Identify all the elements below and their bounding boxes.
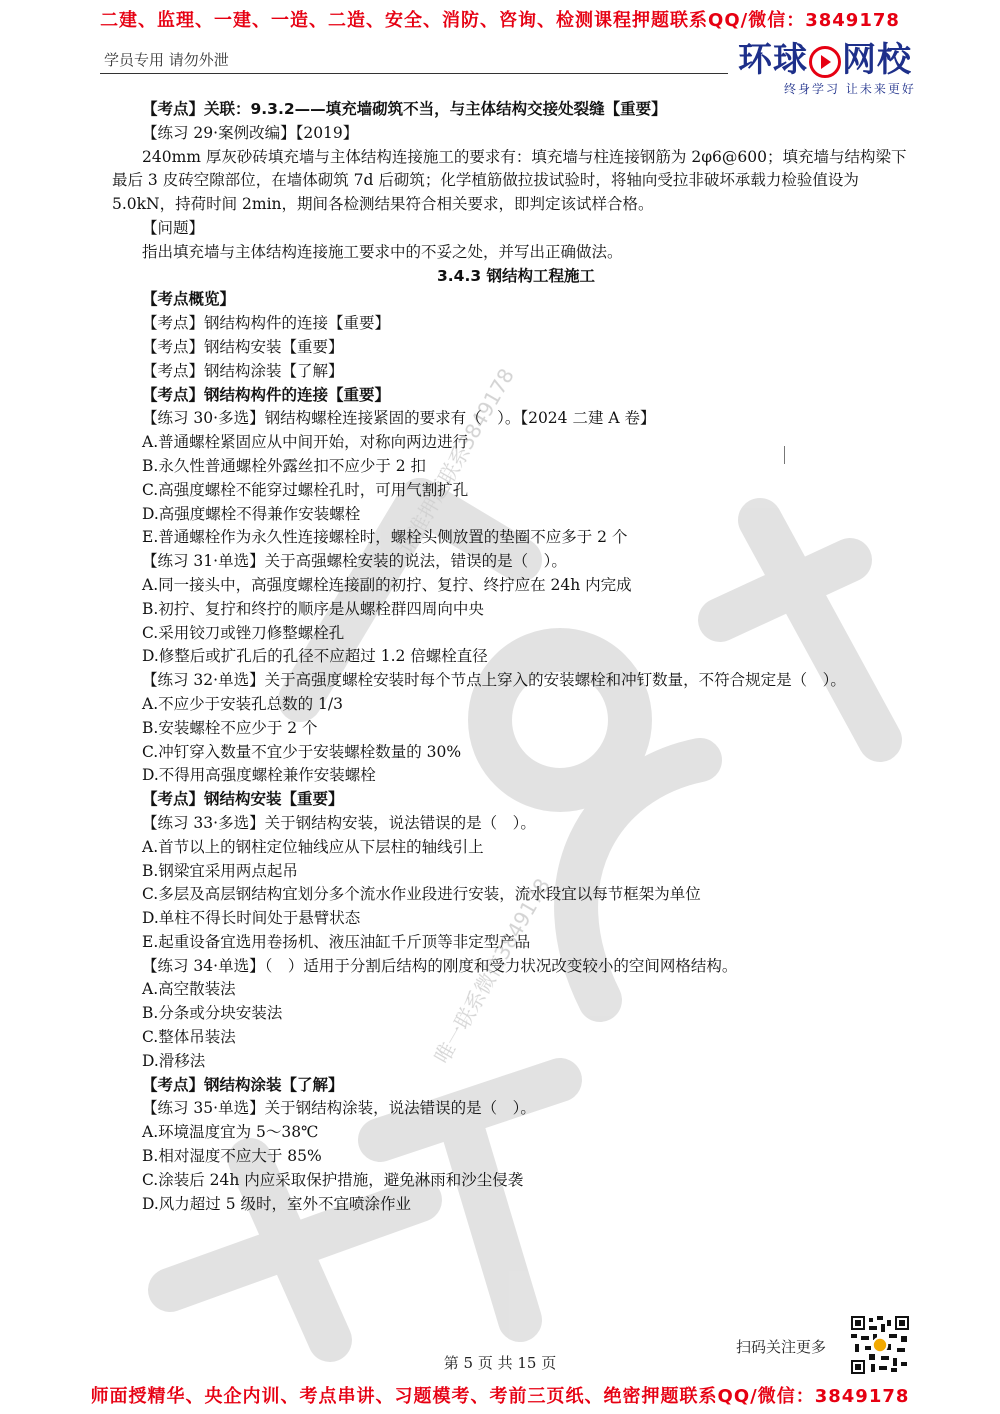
text-line: C.涂装后 24h 内应采取保护措施，避免淋雨和沙尘侵袭 xyxy=(142,1170,524,1189)
watermark-text-2: 唯一联系微信3849178 xyxy=(429,874,555,1068)
logo-text-right: 网校 xyxy=(842,40,912,80)
text-line: B.分条或分块安装法 xyxy=(142,1004,283,1023)
text-line: 【考点概览】 xyxy=(142,290,236,309)
text-line: B.永久性普通螺栓外露丝扣不应少于 2 扣 xyxy=(142,456,427,475)
page-number: 第 5 页 共 15 页 xyxy=(443,1354,557,1372)
text-line: 【练习 30·多选】钢结构螺栓连接紧固的要求有（ ）。【2024 二建 A 卷】 xyxy=(142,409,656,428)
text-line: D.修整后或扩孔后的孔径不应超过 1.2 倍螺栓直径 xyxy=(142,647,488,666)
play-icon xyxy=(809,46,841,78)
text-line: B.初拧、复拧和终拧的顺序是从螺栓群四周向中央 xyxy=(142,599,484,618)
text-line: 【考点】钢结构安装【重要】 xyxy=(142,337,344,356)
text-line: 指出填充墙与主体结构连接施工要求中的不妥之处，并写出正确做法。 xyxy=(142,242,623,261)
text-line: D.滑移法 xyxy=(142,1051,206,1070)
text-line: A.高空散装法 xyxy=(142,980,236,999)
text-line: C.冲钉穿入数量不宜少于安装螺栓数量的 30% xyxy=(142,742,462,761)
text-line: 【练习 34·单选】（ ）适用于分割后结构的刚度和受力状况改变较小的空间网格结构。 xyxy=(142,956,738,975)
text-paragraph: 【练习 32·单选】关于高强度螺栓安装时每个节点上穿入的安装螺栓和冲钉数量，不符合规定是（ ）。 xyxy=(142,671,846,690)
text-line: E.起重设备宜选用卷扬机、液压油缸千斤顶等非定型产品 xyxy=(142,932,531,951)
text-line: D.风力超过 5 级时，室外不宜喷涂作业 xyxy=(142,1194,412,1213)
text-line: 【练习 33·多选】关于钢结构安装，说法错误的是（ ）。 xyxy=(142,813,536,832)
text-line: A.普通螺栓紧固应从中间开始，对称向两边进行 xyxy=(142,433,469,452)
text-line: A.不应少于安装孔总数的 1/3 xyxy=(142,694,343,713)
text-line: 【考点】钢结构涂装【了解】 xyxy=(142,361,344,380)
logo-wordmark xyxy=(738,40,918,80)
top-banner: 二建、监理、一建、一造、二造、安全、消防、咨询、检测课程押题联系QQ/微信：3849178 xyxy=(100,10,900,31)
text-line: C.多层及高层钢结构宜划分多个流水作业段进行安装，流水段宜以每节框架为单位 xyxy=(142,885,701,904)
text-line: B.相对湿度不应大于 85% xyxy=(142,1147,322,1166)
section-heading: 3.4.3 钢结构工程施工 xyxy=(436,266,596,285)
text-line: 【练习 31·单选】关于高强螺栓安装的说法，错误的是（ ）。 xyxy=(142,552,567,571)
text-line: 【考点】钢结构安装【重要】 xyxy=(142,790,344,809)
text-line: E.普通螺栓作为永久性连接螺栓时，螺栓头侧放置的垫圈不应多于 2 个 xyxy=(142,528,628,547)
header-note: 学员专用 请勿外泄 xyxy=(104,51,229,69)
text-line: A.同一接头中，高强度螺栓连接副的初拧、复拧、终拧应在 24h 内完成 xyxy=(142,575,632,594)
text-line: 【练习 29·案例改编】【2019】 xyxy=(142,123,359,142)
text-line: C.采用铰刀或锉刀修整螺栓孔 xyxy=(142,623,345,642)
text-line: C.高强度螺栓不能穿过螺栓孔时，可用气割扩孔 xyxy=(142,480,469,499)
text-line: A.环境温度宜为 5～38℃ xyxy=(142,1123,319,1142)
text-line: 【考点】关联：9.3.2——填充墙砌筑不当，与主体结构交接处裂缝【重要】 xyxy=(142,100,667,118)
text-line: C.整体吊装法 xyxy=(142,1028,236,1047)
text-line: D.高强度螺栓不得兼作安装螺栓 xyxy=(142,504,361,523)
text-line: D.不得用高强度螺栓兼作安装螺栓 xyxy=(142,766,376,785)
text-line: A.首节以上的钢柱定位轴线应从下层柱的轴线引上 xyxy=(142,837,484,856)
scan-qr-note: 扫码关注更多 xyxy=(736,1338,827,1356)
text-line: B.安装螺栓不应少于 2 个 xyxy=(142,718,318,737)
text-line: 【问题】 xyxy=(142,218,205,237)
logo xyxy=(738,40,918,100)
text-line: 【考点】钢结构构件的连接【重要】 xyxy=(142,385,391,404)
document-body xyxy=(112,98,920,1216)
text-paragraph: 240mm 厚灰砂砖填充墙与主体结构连接施工的要求有：填充墙与柱连接钢筋为 2φ6@600；填充墙与结构梁下最后 3 皮砖空隙部位，在墙体砌筑 7d 后砌筑；化学植筋做拉拔试验时，将轴向受拉非破坏承载力检验值设为 5.0kN，持荷时间 2min，期间各检测结果符合相关要求，即判定该试样合格。 xyxy=(112,147,907,214)
text-line: D.单柱不得长时间处于悬臂状态 xyxy=(142,909,361,928)
text-line: 【考点】钢结构构件的连接【重要】 xyxy=(142,314,391,333)
watermark-text-1: 请准押题联系3849178 xyxy=(393,364,519,558)
text-line: 【练习 35·单选】关于钢结构涂装，说法错误的是（ ）。 xyxy=(142,1099,536,1118)
header-rule xyxy=(100,73,728,74)
text-line: B.钢梁宜采用两点起吊 xyxy=(142,861,298,880)
logo-tagline: 终身学习 让未来更好 xyxy=(784,82,916,96)
text-line: 【考点】钢结构涂装【了解】 xyxy=(142,1075,344,1094)
bottom-banner: 师面授精华、央企内训、考点串讲、习题模考、考前三页纸、绝密押题联系QQ/微信：3849178 xyxy=(90,1386,910,1407)
logo-text-left: 环球 xyxy=(738,40,808,80)
